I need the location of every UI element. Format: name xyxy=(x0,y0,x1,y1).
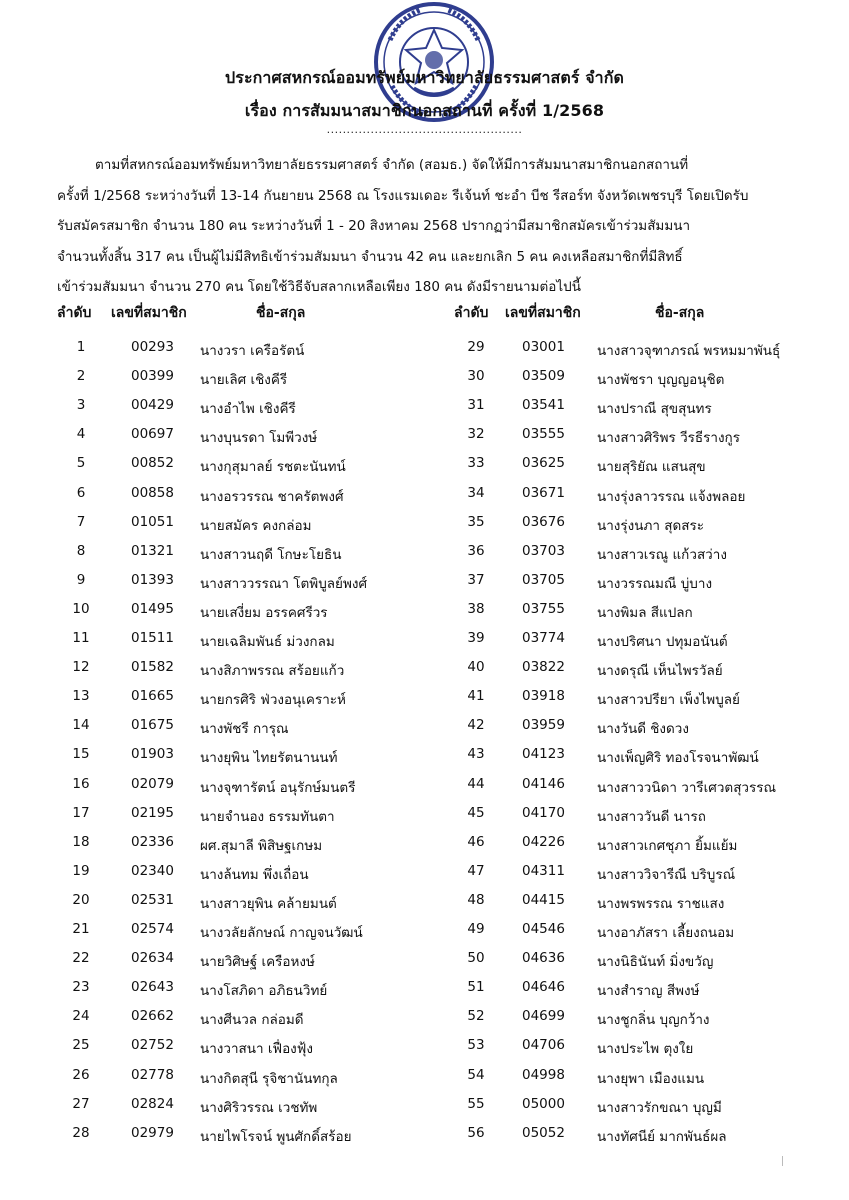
row-number: 19 xyxy=(72,862,90,879)
member-name: นายเฉลิมพันธ์ ม่วงกลม xyxy=(200,634,335,650)
row-number: 43 xyxy=(467,746,485,763)
row-number: 28 xyxy=(72,1124,90,1141)
row-number: 56 xyxy=(467,1124,485,1141)
table-row xyxy=(0,921,849,950)
member-name: นางนิธินันท์ มิ่งขวัญ xyxy=(597,954,714,971)
column-header-name: ชื่อ-สกุล xyxy=(256,305,306,321)
member-name: นางโสภิดา อภิธนวิทย์ xyxy=(200,983,328,1000)
member-name: นางพัชรี การุณ xyxy=(200,721,289,738)
member-name: นางวรา เครือรัตน์ xyxy=(200,343,305,359)
row-number: 45 xyxy=(467,804,485,821)
table-row xyxy=(0,368,849,397)
table-row xyxy=(0,1008,849,1037)
member-name: นางยุพิน ไทยรัตนานนท์ xyxy=(200,750,338,767)
row-number: 52 xyxy=(467,1008,485,1025)
table-row xyxy=(0,979,849,1008)
row-number: 29 xyxy=(467,339,485,355)
member-id: 01321 xyxy=(131,542,174,559)
row-number: 26 xyxy=(72,1066,90,1083)
table-row xyxy=(0,339,849,368)
member-name: นางวันดี ชิงดวง xyxy=(597,721,689,738)
table-row xyxy=(0,1096,849,1125)
member-name: นางสาวรักขณา บุญมี xyxy=(597,1099,722,1116)
row-number: 42 xyxy=(467,717,485,734)
member-id: 04170 xyxy=(522,804,565,821)
announcement-title: ประกาศสหกรณ์ออมทรัพย์มหาวิทยาลัยธรรมศาสตร์ จำกัด xyxy=(225,68,624,87)
row-number: 2 xyxy=(76,368,86,385)
member-name: นางสาวศิริพร วีรธีรางกูร xyxy=(597,430,740,447)
row-number: 11 xyxy=(72,630,90,646)
table-row xyxy=(0,485,849,514)
table-row xyxy=(0,834,849,863)
member-id: 04706 xyxy=(522,1037,565,1054)
member-name: นางปริศนา ปทุมอนันต์ xyxy=(597,634,728,650)
member-name: นางพรพรรณ ราชแสง xyxy=(597,895,725,912)
row-number: 6 xyxy=(76,484,86,501)
member-name: นายจำนอง ธรรมทันตา xyxy=(200,808,335,825)
member-name: นายเลิศ เชิงคีรี xyxy=(200,372,288,389)
table-row xyxy=(0,717,849,746)
body-line: ตามที่สหกรณ์ออมทรัพย์มหาวิทยาลัยธรรมศาสตร์ จำกัด (สอมธ.) จัดให้มีการสัมมนาสมาชิกนอกสถานที่ xyxy=(95,157,689,173)
table-row xyxy=(0,572,849,601)
member-name: นายไพโรจน์ พูนศักดิ์สร้อย xyxy=(200,1128,352,1145)
row-number: 48 xyxy=(467,891,485,908)
table-row xyxy=(0,688,849,717)
member-id: 03625 xyxy=(522,455,565,472)
row-number: 37 xyxy=(467,571,485,588)
member-id: 01903 xyxy=(131,746,174,763)
member-id: 02778 xyxy=(131,1066,174,1083)
member-id: 04646 xyxy=(522,979,565,996)
member-id: 01582 xyxy=(131,659,174,676)
member-id: 04998 xyxy=(522,1066,565,1083)
member-name: นางพัชรา บุญญอนุชิต xyxy=(597,372,725,389)
member-name: นางสาวจุฑาภรณ์ พรหมมาพันธุ์ xyxy=(597,343,781,359)
row-number: 5 xyxy=(76,455,86,472)
body-line: จำนวนทั้งสิ้น 317 คน เป็นผู้ไม่มีสิทธิเข้าร่วมสัมมนา จำนวน 42 คน และยกเลิก 5 คน คงเหลือสมาชิกที่มีสิทธิ์ xyxy=(57,248,683,265)
row-number: 20 xyxy=(72,891,90,908)
member-id: 02634 xyxy=(131,950,174,967)
column-header-no: ลำดับ xyxy=(57,305,92,321)
member-id: 03509 xyxy=(522,368,565,385)
row-number: 51 xyxy=(467,979,485,996)
member-name: นางจุฑารัตน์ อนุรักษ์มนตรี xyxy=(200,779,356,796)
row-number: 8 xyxy=(76,542,86,559)
member-id: 04226 xyxy=(522,833,565,850)
row-number: 21 xyxy=(72,921,90,937)
member-id: 03822 xyxy=(522,659,565,676)
member-id: 00399 xyxy=(131,368,174,385)
table-row xyxy=(0,863,849,892)
member-name: นางอาภัสรา เลี้ยงถนอม xyxy=(597,925,735,941)
announcement-subject: เรื่อง การสัมมนาสมาชิกนอกสถานที่ ครั้งที่ 1/2568 xyxy=(244,101,605,120)
member-id: 02824 xyxy=(131,1095,174,1112)
member-id: 04636 xyxy=(522,950,565,967)
member-name: นางสาวนฤดี โกษะโยธิน xyxy=(200,546,342,563)
member-name: ผศ.สุมาลี พิสิษฐเกษม xyxy=(200,837,323,854)
member-name: นางยุพา เมืองแมน xyxy=(597,1070,705,1087)
member-name: นางรุ่งลาวรรณ แจ้งพลอย xyxy=(597,488,746,505)
member-name: นางสิภาพรรณ สร้อยแก้ว xyxy=(200,663,345,680)
row-number: 13 xyxy=(72,688,90,705)
member-name: นางวรรณมณี บู่บาง xyxy=(597,575,713,592)
member-id: 04123 xyxy=(522,746,565,763)
member-id: 02979 xyxy=(131,1124,174,1141)
page-mark xyxy=(782,1156,783,1166)
row-number: 16 xyxy=(72,775,90,792)
member-id: 05052 xyxy=(522,1124,565,1141)
table-row xyxy=(0,514,849,543)
table-row xyxy=(0,659,849,688)
row-number: 22 xyxy=(72,950,90,967)
column-header-member-id: เลขที่สมาชิก xyxy=(505,305,581,321)
member-name: นางสำราญ สีพงษ์ xyxy=(597,983,700,1000)
row-number: 55 xyxy=(467,1095,485,1112)
column-header-name: ชื่อ-สกุล xyxy=(655,305,705,321)
member-name: นางเพ็ญศิริ ทองโรจนาพัฒน์ xyxy=(597,750,759,767)
row-number: 50 xyxy=(467,950,485,967)
member-id: 03541 xyxy=(522,397,565,414)
row-number: 25 xyxy=(72,1037,90,1054)
member-name: นายวิศิษฐ์ เครือหงษ์ xyxy=(200,954,315,971)
table-row xyxy=(0,543,849,572)
member-name: นางพิมล สีแปลก xyxy=(597,604,693,621)
member-name: นางทัศนีย์ มากพันธ์ผล xyxy=(597,1128,727,1145)
row-number: 33 xyxy=(467,455,485,472)
member-id: 03705 xyxy=(522,571,565,588)
member-name: นางกิตสุนี รุจิชานันทกุล xyxy=(200,1070,338,1087)
row-number: 35 xyxy=(467,513,485,530)
table-row xyxy=(0,426,849,455)
member-name: นางปราณี สุขสุนทร xyxy=(597,401,712,418)
member-name: นายกรศิริ ฟ่วงอนุเคราะห์ xyxy=(200,692,346,709)
member-id: 02336 xyxy=(131,833,174,850)
member-id: 01511 xyxy=(131,630,174,646)
member-id: 05000 xyxy=(522,1095,565,1112)
member-name: นางสาววรรณา โตพิบูลย์พงศ์ xyxy=(200,575,368,592)
member-id: 00852 xyxy=(131,455,174,472)
member-id: 03918 xyxy=(522,688,565,705)
body-line: รับสมัครสมาชิก จำนวน 180 คน ระหว่างวันที่ 1 - 20 สิงหาคม 2568 ปรากฏว่ามีสมาชิกสมัครเข้าร่วมสัมมนา xyxy=(57,218,691,234)
member-name: นางชูกลิ่น บุญกว้าง xyxy=(597,1012,710,1029)
member-name: นางรุ่งนภา สุดสระ xyxy=(597,517,704,534)
announcement-body xyxy=(57,150,797,303)
member-name: นางสาววันดี นารถ xyxy=(597,808,706,825)
row-number: 38 xyxy=(467,600,485,617)
row-number: 14 xyxy=(72,717,90,734)
member-id: 02531 xyxy=(131,891,174,908)
member-id: 04415 xyxy=(522,891,565,908)
member-id: 04146 xyxy=(522,775,565,792)
member-id: 01051 xyxy=(131,513,174,530)
table-row xyxy=(0,630,849,659)
member-id: 02340 xyxy=(131,862,174,879)
row-number: 41 xyxy=(467,688,485,705)
member-id: 02574 xyxy=(131,921,174,937)
row-number: 1 xyxy=(76,339,86,355)
member-name: นางล้นทม พึ่งเถื่อน xyxy=(200,866,309,883)
member-id: 02195 xyxy=(131,804,174,821)
row-number: 10 xyxy=(72,600,90,617)
member-name: นางสาวยุพิน คล้ายมนต์ xyxy=(200,895,337,912)
row-number: 53 xyxy=(467,1037,485,1054)
row-number: 44 xyxy=(467,775,485,792)
member-name: นางสาววนิดา วารีเศวตสุวรรณ xyxy=(597,779,777,796)
row-number: 40 xyxy=(467,659,485,676)
table-row xyxy=(0,892,849,921)
row-number: 7 xyxy=(76,513,86,530)
table-row xyxy=(0,1125,849,1154)
member-name: นางศิริวรรณ เวชทัพ xyxy=(200,1099,318,1116)
body-line: เข้าร่วมสัมมนา จำนวน 270 คน โดยใช้วิธีจับสลากเหลือเพียง 180 คน ดังมีรายนามต่อไปนี้ xyxy=(57,279,581,295)
member-name: นางสาวเรณู แก้วสว่าง xyxy=(597,546,727,563)
row-number: 54 xyxy=(467,1066,485,1083)
member-id: 03001 xyxy=(522,339,565,355)
table-row xyxy=(0,776,849,805)
member-name: นายเสงี่ยม อรรคศรีวร xyxy=(200,604,328,621)
member-id: 00858 xyxy=(131,484,174,501)
member-id: 00429 xyxy=(131,397,174,414)
row-number: 34 xyxy=(467,484,485,501)
row-number: 18 xyxy=(72,833,90,850)
member-id: 00697 xyxy=(131,426,174,443)
title-separator: ................................................. xyxy=(326,123,523,136)
row-number: 23 xyxy=(72,979,90,996)
member-id: 01675 xyxy=(131,717,174,734)
row-number: 12 xyxy=(72,659,90,676)
table-row xyxy=(0,1067,849,1096)
member-id: 03703 xyxy=(522,542,565,559)
column-header-no: ลำดับ xyxy=(454,305,489,321)
row-number: 46 xyxy=(467,833,485,850)
row-number: 24 xyxy=(72,1008,90,1025)
member-name: นางอำไพ เชิงคีรี xyxy=(200,401,296,418)
member-id: 02079 xyxy=(131,775,174,792)
member-name: นางวลัยลักษณ์ กาญจนวัฒน์ xyxy=(200,925,363,941)
member-id: 02752 xyxy=(131,1037,174,1054)
member-name: นางบุนรดา โมพีวงษ์ xyxy=(200,430,318,447)
member-name: นายสุริยัณ แสนสุข xyxy=(597,459,706,476)
member-id: 04311 xyxy=(522,862,565,879)
column-header-member-id: เลขที่สมาชิก xyxy=(111,305,187,321)
member-id: 03671 xyxy=(522,484,565,501)
member-name: นางสาววิจารีณี บริบูรณ์ xyxy=(597,866,736,883)
member-name: นางสาวปรียา เพ็งไพบูลย์ xyxy=(597,692,740,709)
member-name: นางกุสุมาลย์ รชตะนันทน์ xyxy=(200,459,346,476)
table-row xyxy=(0,397,849,426)
member-name: นางดรุณี เห็นไพรวัลย์ xyxy=(597,663,723,680)
table-row xyxy=(0,746,849,775)
row-number: 39 xyxy=(467,630,485,646)
member-id: 03555 xyxy=(522,426,565,443)
member-id: 04699 xyxy=(522,1008,565,1025)
row-number: 49 xyxy=(467,921,485,937)
table-row xyxy=(0,1037,849,1066)
member-id: 01665 xyxy=(131,688,174,705)
member-id: 00293 xyxy=(131,339,174,355)
row-number: 9 xyxy=(76,571,86,588)
member-id: 04546 xyxy=(522,921,565,937)
row-number: 17 xyxy=(72,804,90,821)
row-number: 36 xyxy=(467,542,485,559)
member-name: นางประไพ ตุงใย xyxy=(597,1041,694,1058)
table-row xyxy=(0,601,849,630)
member-name: นางศีนวล กล่อมดี xyxy=(200,1012,304,1029)
member-name: นางวาสนา เฟื่องฟุ้ง xyxy=(200,1041,313,1058)
member-name: นางอรวรรณ ชาครัตพงศ์ xyxy=(200,488,344,505)
member-name: นางสาวเกศชุภา ยิ้มแย้ม xyxy=(597,837,738,854)
member-id: 03959 xyxy=(522,717,565,734)
row-number: 4 xyxy=(76,426,86,443)
row-number: 47 xyxy=(467,862,485,879)
table-row xyxy=(0,455,849,484)
member-id: 02643 xyxy=(131,979,174,996)
member-id: 01393 xyxy=(131,571,174,588)
member-id: 01495 xyxy=(131,600,174,617)
row-number: 3 xyxy=(76,397,86,414)
member-name: นายสมัคร คงกล่อม xyxy=(200,517,312,534)
row-number: 31 xyxy=(467,397,485,414)
member-id: 02662 xyxy=(131,1008,174,1025)
member-id: 03774 xyxy=(522,630,565,646)
row-number: 30 xyxy=(467,368,485,385)
member-id: 03676 xyxy=(522,513,565,530)
row-number: 15 xyxy=(72,746,90,763)
body-line: ครั้งที่ 1/2568 ระหว่างวันที่ 13-14 กันยายน 2568 ณ โรงแรมเดอะ รีเจ้นท์ ชะอำ บีช รีสอร์ท จังหวัดเพชรบุรี โดยเปิดรับ xyxy=(57,187,749,204)
member-id: 03755 xyxy=(522,600,565,617)
row-number: 32 xyxy=(467,426,485,443)
row-number: 27 xyxy=(72,1095,90,1112)
table-row xyxy=(0,805,849,834)
table-row xyxy=(0,950,849,979)
